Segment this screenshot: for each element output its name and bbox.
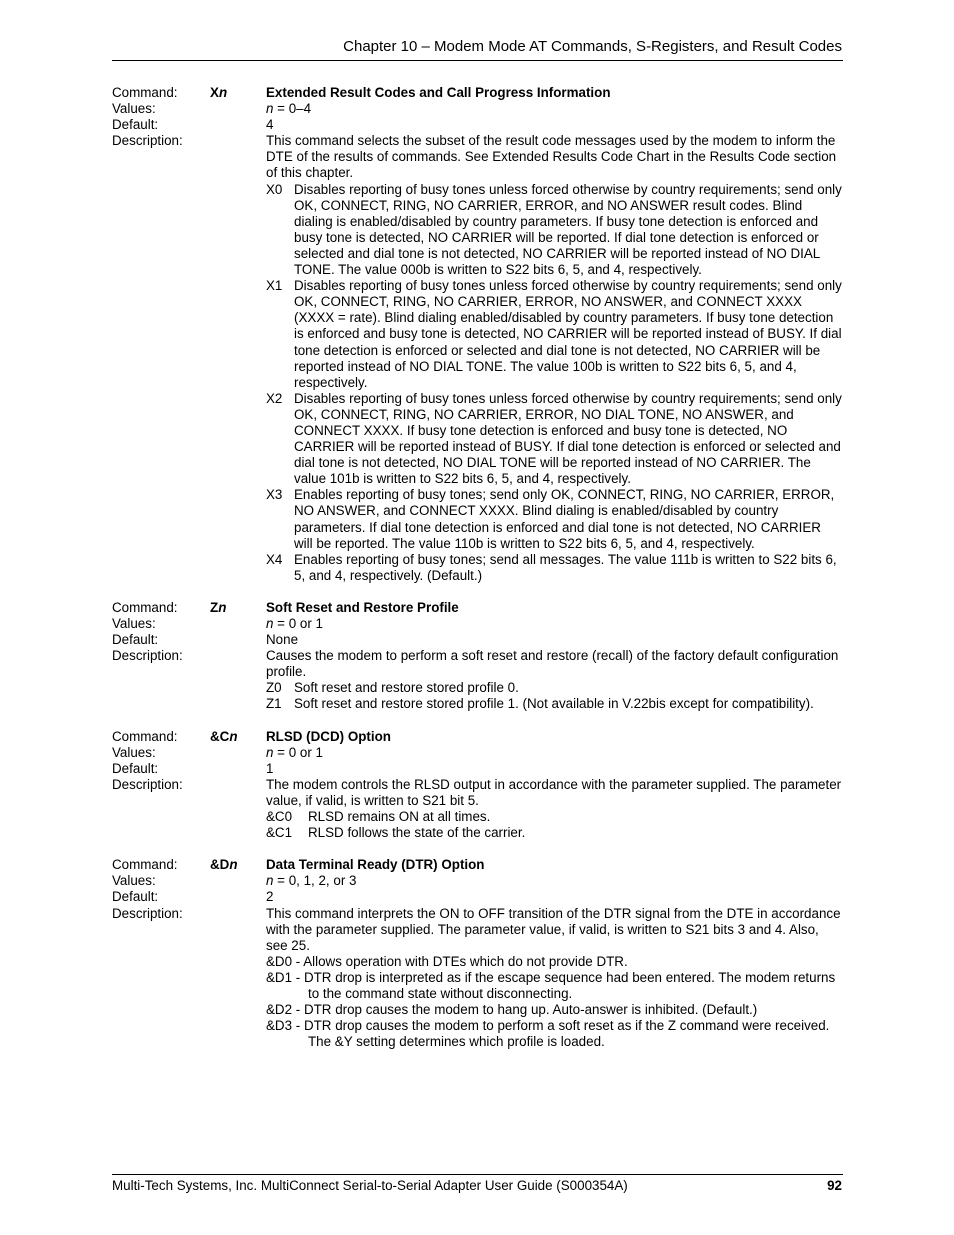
- values-value: n = 0 or 1: [266, 616, 323, 631]
- option-item: Z0 Soft reset and restore stored profile 0.: [266, 680, 519, 696]
- footer-rule: [112, 1174, 843, 1175]
- default-value: 2: [266, 889, 274, 905]
- description-text: This command selects the subset of the result code messages used by the modem to inform the DTE of the results of commands. See Extended Results Code Chart in the Results Code section of this chapter.: [266, 133, 837, 181]
- default-label: Default:: [112, 760, 159, 776]
- command-label: Command:: [112, 85, 178, 100]
- description-label: Description:: [112, 648, 183, 664]
- option-item: &D3 - DTR drop causes the modem to perform a soft reset as if the Z command were received. The &Y setting determines which profile is loaded.: [266, 1018, 830, 1050]
- description-text: The modem controls the RLSD output in accordance with the parameter supplied. The parameter value, if valid, is written to S21 bit 5.: [266, 776, 842, 808]
- default-value: 4: [266, 117, 274, 133]
- command-code: Zn: [210, 599, 227, 615]
- values-value: n = 0, 1, 2, or 3: [266, 873, 357, 889]
- option-item: &D2 - DTR drop causes the modem to hang up. Auto-answer is inhibited. (Default.): [266, 1002, 758, 1018]
- header-rule: [112, 60, 843, 61]
- footer-text: Multi-Tech Systems, Inc. MultiConnect Serial-to-Serial Adapter User Guide (S000354A): [112, 1178, 628, 1193]
- default-label: Default:: [112, 632, 159, 648]
- command-block-x: [112, 85, 843, 584]
- option-item: Z1 Soft reset and restore stored profile 1. (Not available in V.22bis except for compatibility).: [266, 696, 814, 712]
- command-code: &Dn: [210, 857, 238, 873]
- values-value: n = 0–4: [266, 101, 312, 117]
- command-label: Command:: [112, 728, 178, 744]
- default-label: Default:: [112, 117, 159, 133]
- values-label: Values:: [112, 744, 156, 760]
- option-item: &C0 RLSD remains ON at all times.: [266, 809, 491, 825]
- command-code: Xn: [210, 85, 228, 100]
- default-value: 1: [266, 760, 274, 776]
- page-header-title: Chapter 10 – Modem Mode AT Commands, S-Registers, and Result Codes: [343, 38, 842, 55]
- values-label: Values:: [112, 616, 156, 631]
- option-item: &D1 - DTR drop is interpreted as if the escape sequence had been entered. The modem returns to the command state without disconnecting.: [266, 969, 836, 1001]
- command-label: Command:: [112, 857, 178, 873]
- values-value: n = 0 or 1: [266, 744, 323, 760]
- option-item: X4 Enables reporting of busy tones; send all messages. The value 111b is written to S22 bits 6, 5, and 4, respectively. (Default.): [266, 551, 837, 583]
- option-item: X2 Disables reporting of busy tones unless forced otherwise by country requirements; send only OK, CONNECT, RING, NO CARRIER, ERROR, NO DIAL TONE, NO ANSWER, and CONNECT XXXX. If busy tone detection is enforced and busy tone is detected, NO CARRIER will be reported instead of BUSY. If dial tone detection is enforced or selected and dial tone is not detected, NO DIAL TONE will be reported instead of NO CARRIER. The value 101b is written to S22 bits 6, 5, and 4, respectively.: [266, 390, 842, 487]
- command-title: Data Terminal Ready (DTR) Option: [266, 857, 485, 873]
- option-item: &D0 - Allows operation with DTEs which do not provide DTR.: [266, 953, 628, 969]
- default-value: None: [266, 632, 299, 648]
- command-block-z: [112, 600, 843, 713]
- option-item: X3 Enables reporting of busy tones; send only OK, CONNECT, RING, NO CARRIER, ERROR, NO ANSWER, and CONNECT XXXX. Blind dialing is enabled/disabled by country parameters. If dial tone detection is enforced and dial tone is not detected, NO CARRIER will be reported. The value 110b is written to S22 bits 6, 5, and 4, respectively.: [266, 487, 835, 551]
- description-label: Description:: [112, 905, 183, 921]
- command-title: RLSD (DCD) Option: [266, 728, 391, 744]
- description-text: This command interprets the ON to OFF transition of the DTR signal from the DTE in accordance with the parameter supplied. The parameter value, if valid, is written to S21 bits 3 and 4. Also, see 25.: [266, 905, 841, 953]
- option-item: X0 Disables reporting of busy tones unless forced otherwise by country requirements; send only OK, CONNECT, RING, NO CARRIER, ERROR, and NO ANSWER result codes. Blind dialing is enabled/disabled by country parameters. If busy tone detection is enforced and busy tone is detected, NO CARRIER will be reported. If dial tone detection is enforced or selected and dial tone is not detected, NO CARRIER will be reported instead of NO DIAL TONE. The value 000b is written to S22 bits 6, 5, and 4, respectively.: [266, 181, 842, 278]
- description-label: Description:: [112, 776, 183, 792]
- option-item: &C1 RLSD follows the state of the carrier.: [266, 825, 526, 841]
- description-text: Causes the modem to perform a soft reset and restore (recall) of the factory default configuration profile.: [266, 648, 839, 680]
- command-list: [112, 85, 843, 1066]
- default-label: Default:: [112, 889, 159, 905]
- command-block-ampersand-d: [112, 857, 843, 1050]
- option-item: X1 Disables reporting of busy tones unless forced otherwise by country requirements; send only OK, CONNECT, RING, NO CARRIER, ERROR, NO ANSWER, and CONNECT XXXX (XXXX = rate). Blind dialing enabled/disabled by country parameters. If busy tone detection is enforced and busy tone is detected, NO CARRIER will be reported instead of BUSY. If dial tone detection is enforced or selected and dial tone is not detected, NO CARRIER will be reported instead of NO DIAL TONE. The value 100b is written to S22 bits 6, 5, and 4, respectively.: [266, 278, 842, 390]
- values-label: Values:: [112, 101, 156, 117]
- command-label: Command:: [112, 599, 178, 615]
- command-title: Extended Result Codes and Call Progress Information: [266, 85, 611, 100]
- page-number: 92: [827, 1178, 842, 1193]
- command-block-ampersand-c: [112, 729, 843, 842]
- description-label: Description:: [112, 133, 183, 149]
- command-code: &Cn: [210, 728, 238, 744]
- command-title: Soft Reset and Restore Profile: [266, 599, 459, 615]
- values-label: Values:: [112, 873, 156, 889]
